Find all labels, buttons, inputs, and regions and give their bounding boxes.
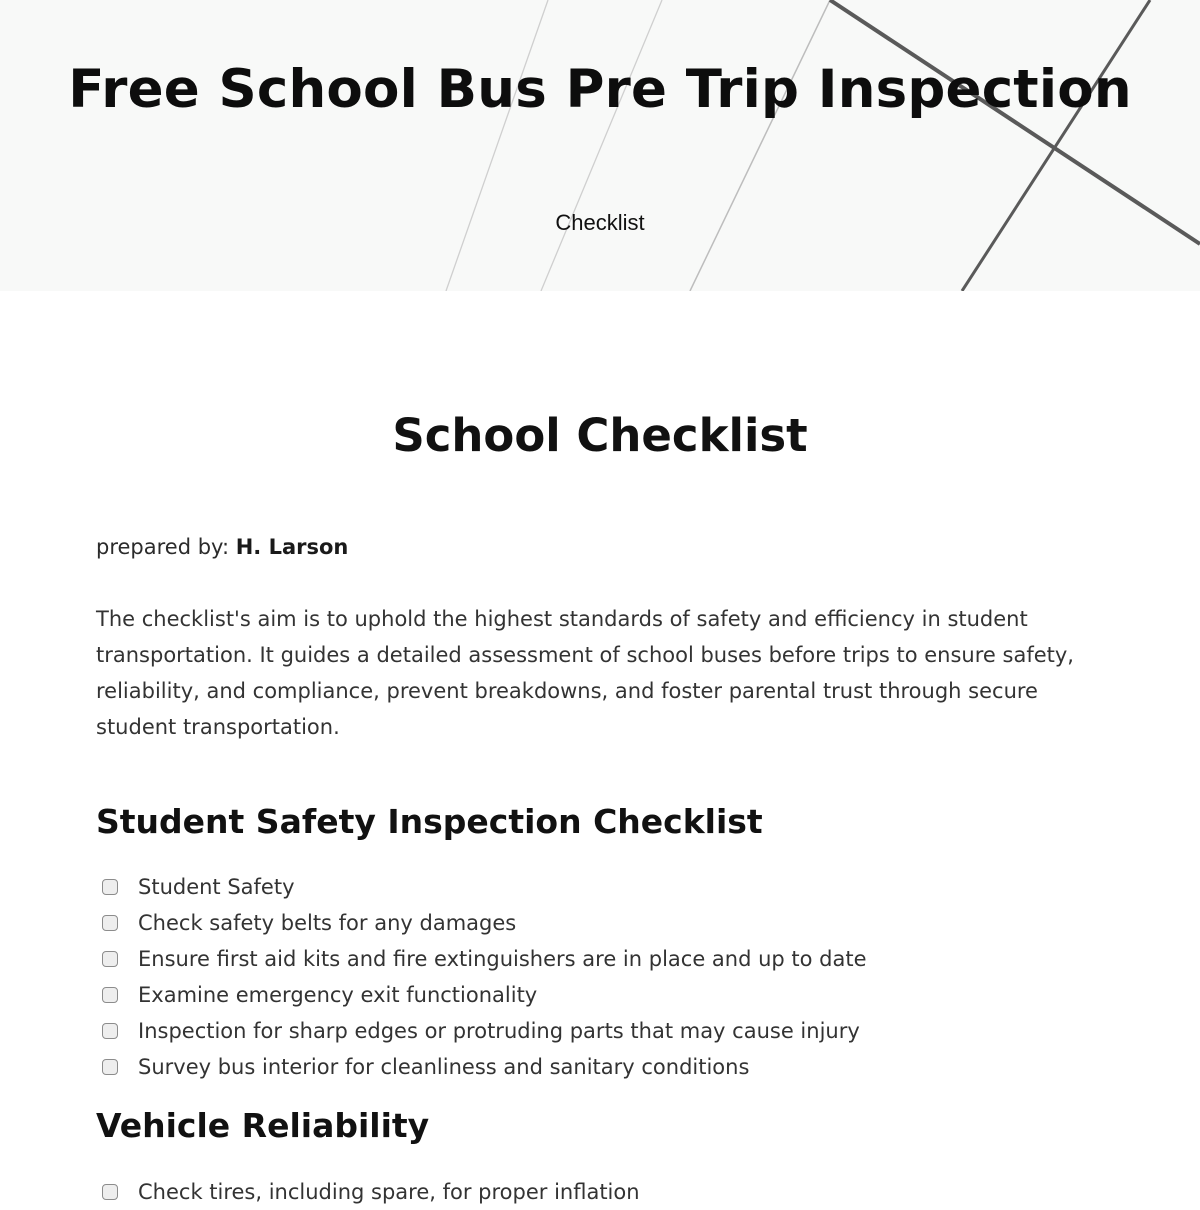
decorative-line <box>541 0 662 291</box>
checkbox[interactable] <box>102 951 118 967</box>
checklist-item <box>100 1049 867 1085</box>
page-subtitle: Checklist <box>555 210 645 235</box>
checklist-item <box>100 869 867 905</box>
checklist-item-label: Examine emergency exit functionality <box>138 983 538 1007</box>
checklist-item <box>100 941 867 977</box>
checklist-item-label: Check tires, including spare, for proper inflation <box>138 1180 640 1204</box>
checklist-item-label: Student Safety <box>138 875 295 899</box>
section-heading-student-safety: Student Safety Inspection Checklist <box>96 802 763 841</box>
intro-paragraph: The checklist's aim is to uphold the highest standards of safety and efficiency in student transportation. It guides a detailed assessment of school buses before trips to ensure safety, reliability, and compliance, prevent breakdowns, and foster parental trust through secure student transportation. <box>96 607 1074 739</box>
decorative-lines <box>0 0 1200 291</box>
checkbox[interactable] <box>102 987 118 1003</box>
student-safety-checklist <box>100 869 867 1085</box>
section-heading-vehicle-reliability: Vehicle Reliability <box>96 1106 430 1145</box>
checklist-item-label: Check safety belts for any damages <box>138 911 517 935</box>
vehicle-reliability-checklist <box>100 1174 640 1210</box>
checkbox[interactable] <box>102 1023 118 1039</box>
decorative-line <box>446 0 548 291</box>
document-title: School Checklist <box>392 409 808 462</box>
decorative-line <box>962 0 1150 291</box>
checklist-item-label: Survey bus interior for cleanliness and sanitary conditions <box>138 1055 750 1079</box>
checklist-item <box>100 1013 867 1049</box>
checklist-item <box>100 1174 640 1210</box>
header-banner <box>0 0 1200 291</box>
checkbox[interactable] <box>102 879 118 895</box>
checklist-item <box>100 977 867 1013</box>
checkbox[interactable] <box>102 1059 118 1075</box>
prepared-by-name: H. Larson <box>235 535 349 559</box>
checkbox[interactable] <box>102 915 118 931</box>
checkbox[interactable] <box>102 1184 118 1200</box>
page-title: Free School Bus Pre Trip Inspection <box>68 59 1132 120</box>
prepared-by-label: prepared by: <box>96 535 230 559</box>
checklist-item <box>100 905 867 941</box>
checklist-item-label: Inspection for sharp edges or protruding parts that may cause injury <box>138 1019 860 1043</box>
checklist-item-label: Ensure first aid kits and fire extinguishers are in place and up to date <box>138 947 867 971</box>
decorative-line <box>690 0 830 291</box>
prepared-by <box>96 532 348 562</box>
